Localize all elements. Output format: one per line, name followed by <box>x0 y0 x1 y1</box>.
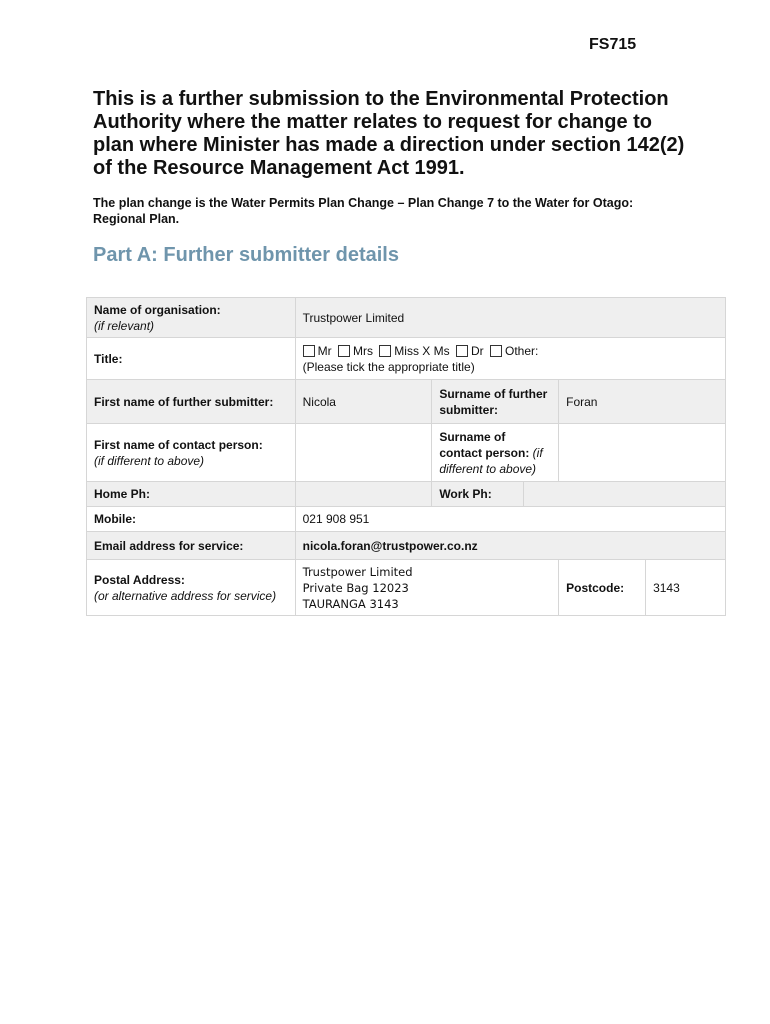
work-ph-field[interactable] <box>524 482 726 507</box>
submitter-details-table <box>86 297 726 616</box>
postal-address-field[interactable] <box>295 560 559 616</box>
contact-surname-note-a: (if <box>532 445 543 460</box>
title-options <box>295 338 725 380</box>
checkbox-mrs[interactable] <box>338 345 350 357</box>
first-name-label: First name of further submitter: <box>87 380 296 424</box>
home-ph-field[interactable] <box>295 482 432 507</box>
checkbox-mr[interactable] <box>303 345 315 357</box>
title-hint: (Please tick the appropriate title) <box>302 359 475 374</box>
surname-field[interactable]: Foran <box>559 380 726 424</box>
form-code: FS715 <box>589 36 637 53</box>
section-title: Part A: Further submitter details <box>93 244 399 266</box>
option-other: Other: <box>505 343 539 358</box>
option-mrs: Mrs <box>352 343 373 358</box>
document-heading: This is a further submission to the Environmental Protection Authority where the matter relates to request for change to plan where Minister has made a direction under section 142(2) of the Resource Management Act 1991. <box>93 88 685 179</box>
postcode-label: Postcode: <box>559 560 646 616</box>
title-label: Title: <box>87 338 296 380</box>
contact-first-name-field[interactable] <box>295 424 432 482</box>
option-mr: Mr <box>317 343 332 358</box>
organisation-field[interactable]: Trustpower Limited <box>295 298 725 338</box>
option-miss-ms: Miss X Ms <box>394 343 450 358</box>
postal-line-2: Private Bag 12023 <box>302 580 409 595</box>
postal-note: (or alternative address for service) <box>94 588 277 603</box>
surname-label: Surname of further submitter: <box>432 380 559 424</box>
postal-row <box>87 560 726 616</box>
name-row <box>87 380 726 424</box>
contact-first-name-label: First name of contact person: (if different to above) <box>87 424 296 482</box>
home-ph-label: Home Ph: <box>87 482 296 507</box>
email-field[interactable]: nicola.foran@trustpower.co.nz <box>295 532 725 560</box>
plan-change-description: The plan change is the Water Permits Plan Change – Plan Change 7 to the Water for Otago: Regional Plan. <box>93 196 634 226</box>
mobile-field[interactable]: 021 908 951 <box>295 507 725 532</box>
mobile-label: Mobile: <box>87 507 296 532</box>
work-ph-label: Work Ph: <box>432 482 524 507</box>
contact-first-name-note: (if different to above) <box>94 453 205 468</box>
contact-row <box>87 424 726 482</box>
option-dr: Dr <box>470 343 484 358</box>
first-name-field[interactable]: Nicola <box>295 380 432 424</box>
checkbox-miss[interactable] <box>379 345 391 357</box>
title-row <box>87 338 726 380</box>
checkbox-other[interactable] <box>490 345 502 357</box>
postal-label: Postal Address: (or alternative address for service) <box>87 560 296 616</box>
email-label: Email address for service: <box>87 532 296 560</box>
organisation-row <box>87 298 726 338</box>
contact-surname-label: Surname of contact person: (if different to above) <box>432 424 559 482</box>
postcode-field[interactable]: 3143 <box>646 560 726 616</box>
organisation-label: Name of organisation: (if relevant) <box>87 298 296 338</box>
phone-row <box>87 482 726 507</box>
mobile-row <box>87 507 726 532</box>
postal-line-1: Trustpower Limited <box>302 564 413 579</box>
postal-line-3: TAURANGA 3143 <box>302 596 399 611</box>
checkbox-dr[interactable] <box>456 345 468 357</box>
contact-surname-field[interactable] <box>559 424 726 482</box>
contact-surname-note-b: different to above) <box>439 461 537 476</box>
email-row <box>87 532 726 560</box>
organisation-note: (if relevant) <box>94 318 155 333</box>
